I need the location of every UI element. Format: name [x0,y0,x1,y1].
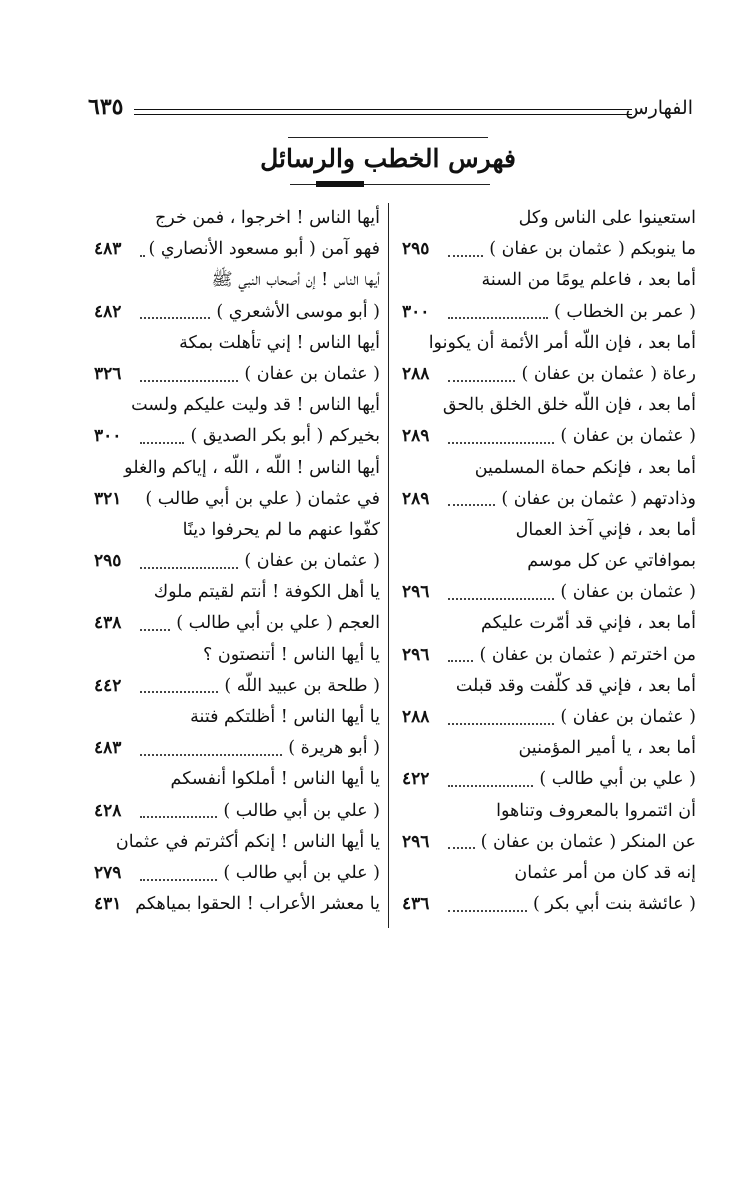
index-entry-reference [402,702,696,733]
index-entry-line [94,827,380,858]
index-entry-reference [94,359,380,390]
leader-dots [140,629,170,631]
entry-text: في عثمان ( علي بن أبي طالب ) [145,488,380,509]
index-entry-line [402,546,696,577]
entry-text: وذادتهم ( عثمان بن عفان ) [501,488,696,509]
index-entry-reference [94,858,380,889]
entry-text: من اخترتم ( عثمان بن عفان ) [479,644,696,665]
index-entry-line [402,733,696,764]
index-entry-reference [94,889,380,920]
entry-text: أما بعد ، فإني قد أمّرت عليكم [481,613,696,634]
index-entry-reference [94,484,380,515]
right-column [402,203,696,920]
entry-page-number: ٣٢١ [94,488,122,509]
entry-page-number: ٢٩٥ [94,551,122,572]
index-entry-line [402,390,696,421]
index-entry-line [94,265,380,296]
index-entry-reference [94,546,380,577]
leader-dots [140,879,217,881]
entry-text: ( عثمان بن عفان ) [560,582,696,603]
index-entry-reference [402,827,696,858]
entry-page-number: ٤٨٣ [94,738,122,759]
leader-dots [140,691,218,693]
column-divider [388,203,389,928]
entry-text: ( عمر بن الخطاب ) [554,301,696,322]
index-entry-line [94,764,380,795]
entry-page-number: ٢٨٨ [402,363,430,384]
entry-page-number: ٣٠٠ [94,426,122,447]
entry-text: يا أيها الناس ! أملكوا أنفسكم [170,769,380,790]
leader-dots [448,785,533,787]
entry-page-number: ٢٨٩ [402,426,430,447]
index-entry-reference [402,421,696,452]
leader-dots [448,255,483,257]
entry-page-number: ٢٨٨ [402,707,430,727]
entry-page-number: ٢٩٦ [402,831,430,852]
entry-text: ( أبو موسى الأشعري ) [216,301,380,322]
entry-text: بخيركم ( أبو بكر الصديق ) [190,426,380,447]
leader-dots [448,442,554,444]
header-rule [134,109,632,110]
index-entry-reference [402,359,696,390]
entry-text: ( عثمان بن عفان ) [560,707,696,727]
entry-text: ( طلحة بن عبيد اللّه ) [224,675,380,696]
leader-dots [448,504,495,506]
entry-text: ( عائشة بنت أبي بكر ) [533,894,696,915]
index-entry-line [94,390,380,421]
index-entry-line [94,515,380,546]
entry-page-number: ٤٣١ [94,894,122,915]
entry-text: يا أيها الناس ! أظلتكم فتنة [190,707,380,727]
section-title: فهرس الخطب والرسائل [260,144,516,173]
header-rule [134,114,632,115]
entry-page-number: ٢٩٦ [402,582,430,603]
entry-page-number: ٣٢٦ [94,363,122,384]
index-entry-line [402,608,696,639]
index-entry-reference [402,234,696,265]
index-entry-reference [94,671,380,702]
index-entry-reference [94,733,380,764]
entry-text: ( عثمان بن عفان ) [244,363,380,384]
index-entry-reference [402,484,696,515]
index-entry-reference [402,889,696,920]
entry-text: ( عثمان بن عفان ) [244,551,380,572]
index-entry-line [402,671,696,702]
entry-text: أن ائتمروا بالمعروف وتناهوا [496,800,696,821]
index-entry-line [402,203,696,234]
entry-page-number: ٤٨٢ [94,301,122,322]
entry-text: ( علي بن أبي طالب ) [539,769,696,790]
entry-text: أيها الناس ! اخرجوا ، فمن خرج [155,208,380,228]
leader-dots [448,598,554,600]
entry-text: العجم ( علي بن أبي طالب ) [176,613,380,634]
entry-text: أما بعد ، فإني آخذ العمال [515,519,696,540]
entry-page-number: ٤٢٨ [94,800,122,821]
leader-dots [140,380,238,382]
leader-dots [448,847,475,849]
entry-text: يا أهل الكوفة ! أنتم لقيتم ملوك [153,582,380,603]
index-entry-line [94,640,380,671]
index-entry-line [94,702,380,733]
entry-text: ( علي بن أبي طالب ) [223,800,380,821]
leader-dots [140,816,217,818]
entry-text: ( أبو هريرة ) [288,738,380,759]
index-entry-reference [402,764,696,795]
index-entry-line [94,577,380,608]
entry-text: أما بعد ، فإن اللّه خلق الخلق بالحق [442,395,696,416]
left-column [94,203,380,920]
entry-text: أما بعد ، فإني قد كلّفت وقد قبلت [455,675,696,696]
entry-text: أيها الناس ! اللّه ، اللّه ، إياكم والغلو [124,457,380,478]
entry-text: أما بعد ، فاعلم يومًا من السنة [481,270,696,291]
index-entry-line [94,453,380,484]
entry-text: ما ينوبكم ( عثمان بن عفان ) [489,239,696,260]
index-entry-reference [94,297,380,328]
entry-text: فهو آمن ( أبو مسعود الأنصاري ) [148,239,380,260]
index-entry-reference [94,796,380,827]
entry-text: استعينوا على الناس وكل [518,208,696,228]
leader-dots [448,723,554,725]
entry-page-number: ٣٠٠ [402,301,430,322]
index-entry-reference [94,421,380,452]
entry-page-number: ٤٨٣ [94,239,122,260]
entry-text: أيها الناس ! إني تأهلت بمكة [179,332,380,353]
entry-text: ( عثمان بن عفان ) [560,426,696,447]
entry-text: يا أيها الناس ! أتنصتون ؟ [203,644,380,665]
entry-text: عن المنكر ( عثمان بن عفان ) [480,831,696,852]
entry-text: بموافاتي عن كل موسم [527,551,696,572]
index-entry-reference [94,608,380,639]
entry-page-number: ٤٢٢ [402,769,430,790]
entry-text: أيها الناس ! قد وليت عليكم ولست [131,395,380,416]
entry-text: أما بعد ، فإنكم حماة المسلمين [474,457,696,478]
entry-page-number: ٢٨٩ [402,488,430,509]
entry-page-number: ٢٩٥ [402,239,430,260]
leader-dots [448,910,527,912]
leader-dots [140,317,210,319]
index-entry-reference [402,640,696,671]
entry-page-number: ٤٣٦ [402,894,430,915]
entry-page-number: ٤٣٨ [94,613,122,634]
entry-text: كفّوا عنهم ما لم يحرفوا دينًا [182,519,380,540]
entry-text: يا معشر الأعراب ! الحقوا بمياهكم [135,894,380,915]
entry-text: أما بعد ، فإن اللّه أمر الأئمة أن يكونوا [428,332,696,353]
entry-text: أيها الناس ! إن أصحاب النبي ﷺ [211,270,380,291]
index-entry-reference [94,234,380,265]
entry-page-number: ٢٧٩ [94,862,122,883]
page-number: ٦٣٥ [88,94,124,120]
index-entry-line [402,515,696,546]
entry-text: أما بعد ، يا أمير المؤمنين [518,738,696,759]
index-entry-line [402,265,696,296]
index-entry-line [94,328,380,359]
running-header-title: الفهارس [625,97,693,119]
entry-text: يا أيها الناس ! إنكم أكثرتم في عثمان [115,831,380,852]
entry-text: ( علي بن أبي طالب ) [223,862,380,883]
index-entry-reference [402,297,696,328]
leader-dots [140,255,143,257]
index-entry-line [402,328,696,359]
entry-page-number: ٢٩٦ [402,644,430,665]
leader-dots [140,442,184,444]
index-entry-line [402,453,696,484]
entry-text: إنه قد كان من أمر عثمان [514,862,696,883]
title-rule [288,137,488,138]
leader-dots [140,567,238,569]
entry-page-number: ٤٤٢ [94,675,122,696]
leader-dots [448,317,548,319]
index-entry-line [94,203,380,234]
leader-dots [448,380,515,382]
index-entry-reference [402,577,696,608]
leader-dots [448,660,473,662]
index-entry-line [402,858,696,889]
index-entry-line [402,796,696,827]
leader-dots [140,754,282,756]
title-underline-bar [316,181,364,187]
entry-text: رعاة ( عثمان بن عفان ) [521,363,696,384]
